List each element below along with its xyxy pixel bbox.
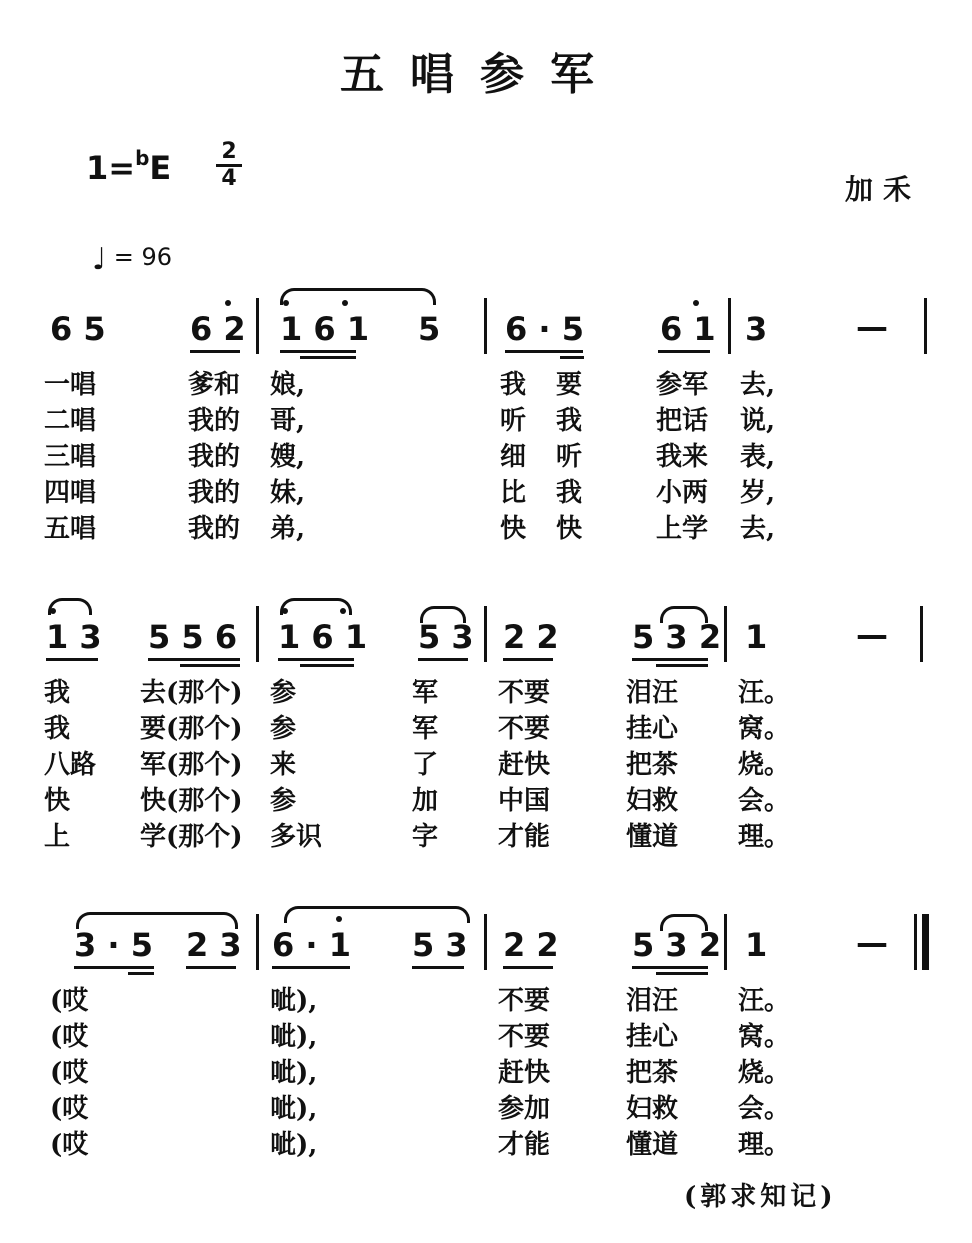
underline xyxy=(505,350,583,353)
lyric: 娘, xyxy=(270,370,306,400)
underline xyxy=(128,972,154,975)
sustain-dash: — xyxy=(856,616,888,654)
lyric: 嫂, xyxy=(270,442,306,472)
underline xyxy=(656,972,708,975)
underline xyxy=(503,658,553,661)
lyric: 不要 xyxy=(498,678,551,708)
octave-dot xyxy=(282,608,288,614)
lyric: 参 xyxy=(270,786,297,816)
lyric: 上学 xyxy=(656,514,709,544)
underline xyxy=(186,966,236,969)
lyric: 军 xyxy=(412,714,439,744)
underline xyxy=(272,966,350,969)
notes-s2-m3b: 5 3 2 xyxy=(632,618,722,656)
lyric: 会。 xyxy=(738,1094,791,1124)
notes-s3-m3b: 5 3 2 xyxy=(632,926,722,964)
slur xyxy=(284,906,470,923)
lyric: 快 xyxy=(44,786,71,816)
lyric: 三唱 xyxy=(44,442,97,472)
lyric: 哥, xyxy=(270,406,306,436)
lyric: 快 xyxy=(556,514,583,544)
lyric: 快(那个) xyxy=(140,786,243,816)
lyric: 赶快 xyxy=(498,1058,551,1088)
lyric: 多识 xyxy=(270,822,323,852)
lyric: 军(那个) xyxy=(140,750,243,780)
underline xyxy=(503,966,553,969)
lyric: 烧。 xyxy=(738,750,791,780)
lyric: (哎 xyxy=(50,1130,89,1160)
lyric: 一唱 xyxy=(44,370,97,400)
lyric: 五唱 xyxy=(44,514,97,544)
lyric: 加 xyxy=(412,786,439,816)
lyric: 汪。 xyxy=(738,678,791,708)
underline xyxy=(418,658,468,661)
song-title: 五唱参军 xyxy=(340,49,620,100)
notes-s3-m2b: 5 3 xyxy=(412,926,468,964)
barline xyxy=(256,298,259,354)
lyric: 二唱 xyxy=(44,406,97,436)
lyric: (哎 xyxy=(50,1094,89,1124)
lyric: 把茶 xyxy=(626,1058,679,1088)
lyric: 窝。 xyxy=(738,714,791,744)
underline xyxy=(560,356,584,359)
lyric: 弟, xyxy=(270,514,306,544)
lyric: 泪汪 xyxy=(626,986,679,1016)
lyric: 我 xyxy=(44,678,71,708)
lyric: (哎 xyxy=(50,1022,89,1052)
lyric: 快 xyxy=(500,514,527,544)
octave-dot xyxy=(693,300,699,306)
underline xyxy=(658,350,710,353)
underline xyxy=(74,966,154,969)
lyric: 学(那个) xyxy=(140,822,243,852)
barline xyxy=(484,606,487,662)
lyric: 我的 xyxy=(188,478,241,508)
lyric: 去(那个) xyxy=(140,678,243,708)
underline xyxy=(190,350,240,353)
quarter-note-icon: ♩ xyxy=(92,242,107,277)
lyric: 窝。 xyxy=(738,1022,791,1052)
lyric: 要 xyxy=(556,370,583,400)
time-signature xyxy=(214,140,244,191)
lyric: 我 xyxy=(556,406,583,436)
barline xyxy=(924,298,927,354)
barline xyxy=(484,914,487,970)
underline xyxy=(46,658,98,661)
lyric: 妇救 xyxy=(626,1094,679,1124)
lyric: 呲), xyxy=(270,986,318,1016)
underline xyxy=(656,664,708,667)
octave-dot xyxy=(340,608,346,614)
lyric: 我的 xyxy=(188,406,241,436)
lyric: 听 xyxy=(500,406,527,436)
transcriber-credit: (郭求知记) xyxy=(684,1182,837,1212)
lyric: 四唱 xyxy=(44,478,97,508)
notes-s3-m2a: 6 · 1 xyxy=(272,926,351,964)
lyric: 中国 xyxy=(498,786,551,816)
lyric: 呲), xyxy=(270,1094,318,1124)
key-signature xyxy=(86,146,171,187)
underline xyxy=(148,658,240,661)
notes-s2-m3a: 2 2 xyxy=(503,618,559,656)
notes-s3-m4a: 1 xyxy=(745,926,768,964)
lyric: 把话 xyxy=(656,406,709,436)
lyric: 八路 xyxy=(44,750,97,780)
notes-s1-m3a: 6 · 5 xyxy=(505,310,584,348)
lyric: 妹, xyxy=(270,478,306,508)
lyric: 参 xyxy=(270,714,297,744)
lyric: 懂道 xyxy=(626,1130,679,1160)
notes-s1-m2b: 5 xyxy=(418,310,441,348)
notes-s1-m3b: 6 1 xyxy=(660,310,716,348)
octave-dot xyxy=(342,300,348,306)
underline xyxy=(280,350,356,353)
lyric: 我的 xyxy=(188,442,241,472)
lyric: 呲), xyxy=(270,1130,318,1160)
lyric: 才能 xyxy=(498,822,551,852)
lyric: 会。 xyxy=(738,786,791,816)
lyric: 参 xyxy=(270,678,297,708)
author: 加禾 xyxy=(845,173,922,206)
barline xyxy=(256,914,259,970)
lyric: 理。 xyxy=(738,822,791,852)
lyric: 烧。 xyxy=(738,1058,791,1088)
lyric: 去, xyxy=(740,370,776,400)
lyric: 我来 xyxy=(656,442,709,472)
slur xyxy=(280,288,436,305)
lyric: 表, xyxy=(740,442,776,472)
lyric: 挂心 xyxy=(626,1022,679,1052)
time-signature-bottom: 4 xyxy=(221,166,237,191)
lyric: 细 xyxy=(500,442,527,472)
lyric: 我 xyxy=(500,370,527,400)
key-prefix: 1= xyxy=(86,149,136,187)
lyric: 参加 xyxy=(498,1094,551,1124)
lyric: 才能 xyxy=(498,1130,551,1160)
lyric: 我 xyxy=(556,478,583,508)
lyric: 不要 xyxy=(498,1022,551,1052)
octave-dot xyxy=(225,300,231,306)
lyric: 呲), xyxy=(270,1058,318,1088)
notes-s2-m1a: 1 3 xyxy=(46,618,102,656)
barline xyxy=(724,606,727,662)
notes-s2-m4a: 1 xyxy=(745,618,768,656)
lyric: 不要 xyxy=(498,986,551,1016)
tempo-marking xyxy=(92,242,172,277)
key-note: E xyxy=(149,149,172,187)
underline xyxy=(632,658,708,661)
lyric: 汪。 xyxy=(738,986,791,1016)
lyric: 军 xyxy=(412,678,439,708)
lyric: 挂心 xyxy=(626,714,679,744)
underline xyxy=(278,658,354,661)
underline xyxy=(412,966,464,969)
lyric: 呲), xyxy=(270,1022,318,1052)
lyric: 理。 xyxy=(738,1130,791,1160)
lyric: 了 xyxy=(412,750,439,780)
lyric: 我的 xyxy=(188,514,241,544)
octave-dot xyxy=(336,916,342,922)
notes-s2-m2a: 1 6 1 xyxy=(278,618,368,656)
lyric: 泪汪 xyxy=(626,678,679,708)
lyric: 赶快 xyxy=(498,750,551,780)
lyric: 岁, xyxy=(740,478,776,508)
lyric: 参军 xyxy=(656,370,709,400)
notes-s2-m1b: 5 5 6 xyxy=(148,618,238,656)
lyric: 把茶 xyxy=(626,750,679,780)
key-flat: b xyxy=(135,146,150,170)
notes-s3-m3a: 2 2 xyxy=(503,926,559,964)
lyric: 来 xyxy=(270,750,297,780)
lyric: 上 xyxy=(44,822,71,852)
notes-s3-m1a: 3 · 5 xyxy=(74,926,153,964)
time-signature-top: 2 xyxy=(221,139,237,164)
lyric: 不要 xyxy=(498,714,551,744)
lyric: 比 xyxy=(500,478,527,508)
notes-s3-m1b: 2 3 xyxy=(186,926,242,964)
notes-s1-m1a: 6 5 xyxy=(50,310,106,348)
lyric: 字 xyxy=(412,822,439,852)
final-barline-thick xyxy=(922,914,929,970)
octave-dot xyxy=(283,300,289,306)
lyric: 小两 xyxy=(656,478,709,508)
barline xyxy=(484,298,487,354)
lyric: (哎 xyxy=(50,1058,89,1088)
underline xyxy=(300,356,356,359)
sustain-dash: — xyxy=(856,924,888,962)
barline xyxy=(724,914,727,970)
underline xyxy=(632,966,708,969)
notes-s1-m2a: 1 6 1 xyxy=(280,310,370,348)
tempo-value: = 96 xyxy=(113,243,173,271)
sustain-dash: — xyxy=(856,308,888,346)
octave-dot xyxy=(50,608,56,614)
lyric: 说, xyxy=(740,406,776,436)
lyric: 爹和 xyxy=(188,370,241,400)
barline xyxy=(920,606,923,662)
lyric: 要(那个) xyxy=(140,714,243,744)
barline xyxy=(728,298,731,354)
lyric: 去, xyxy=(740,514,776,544)
notes-s1-m1b: 6 2 xyxy=(190,310,246,348)
lyric: 我 xyxy=(44,714,71,744)
notes-s1-m4a: 3 xyxy=(745,310,768,348)
final-barline-thin xyxy=(914,914,917,970)
lyric: (哎 xyxy=(50,986,89,1016)
underline xyxy=(300,664,354,667)
lyric: 听 xyxy=(556,442,583,472)
barline xyxy=(256,606,259,662)
lyric: 妇救 xyxy=(626,786,679,816)
lyric: 懂道 xyxy=(626,822,679,852)
notes-s2-m2b: 5 3 xyxy=(418,618,474,656)
underline xyxy=(180,664,240,667)
